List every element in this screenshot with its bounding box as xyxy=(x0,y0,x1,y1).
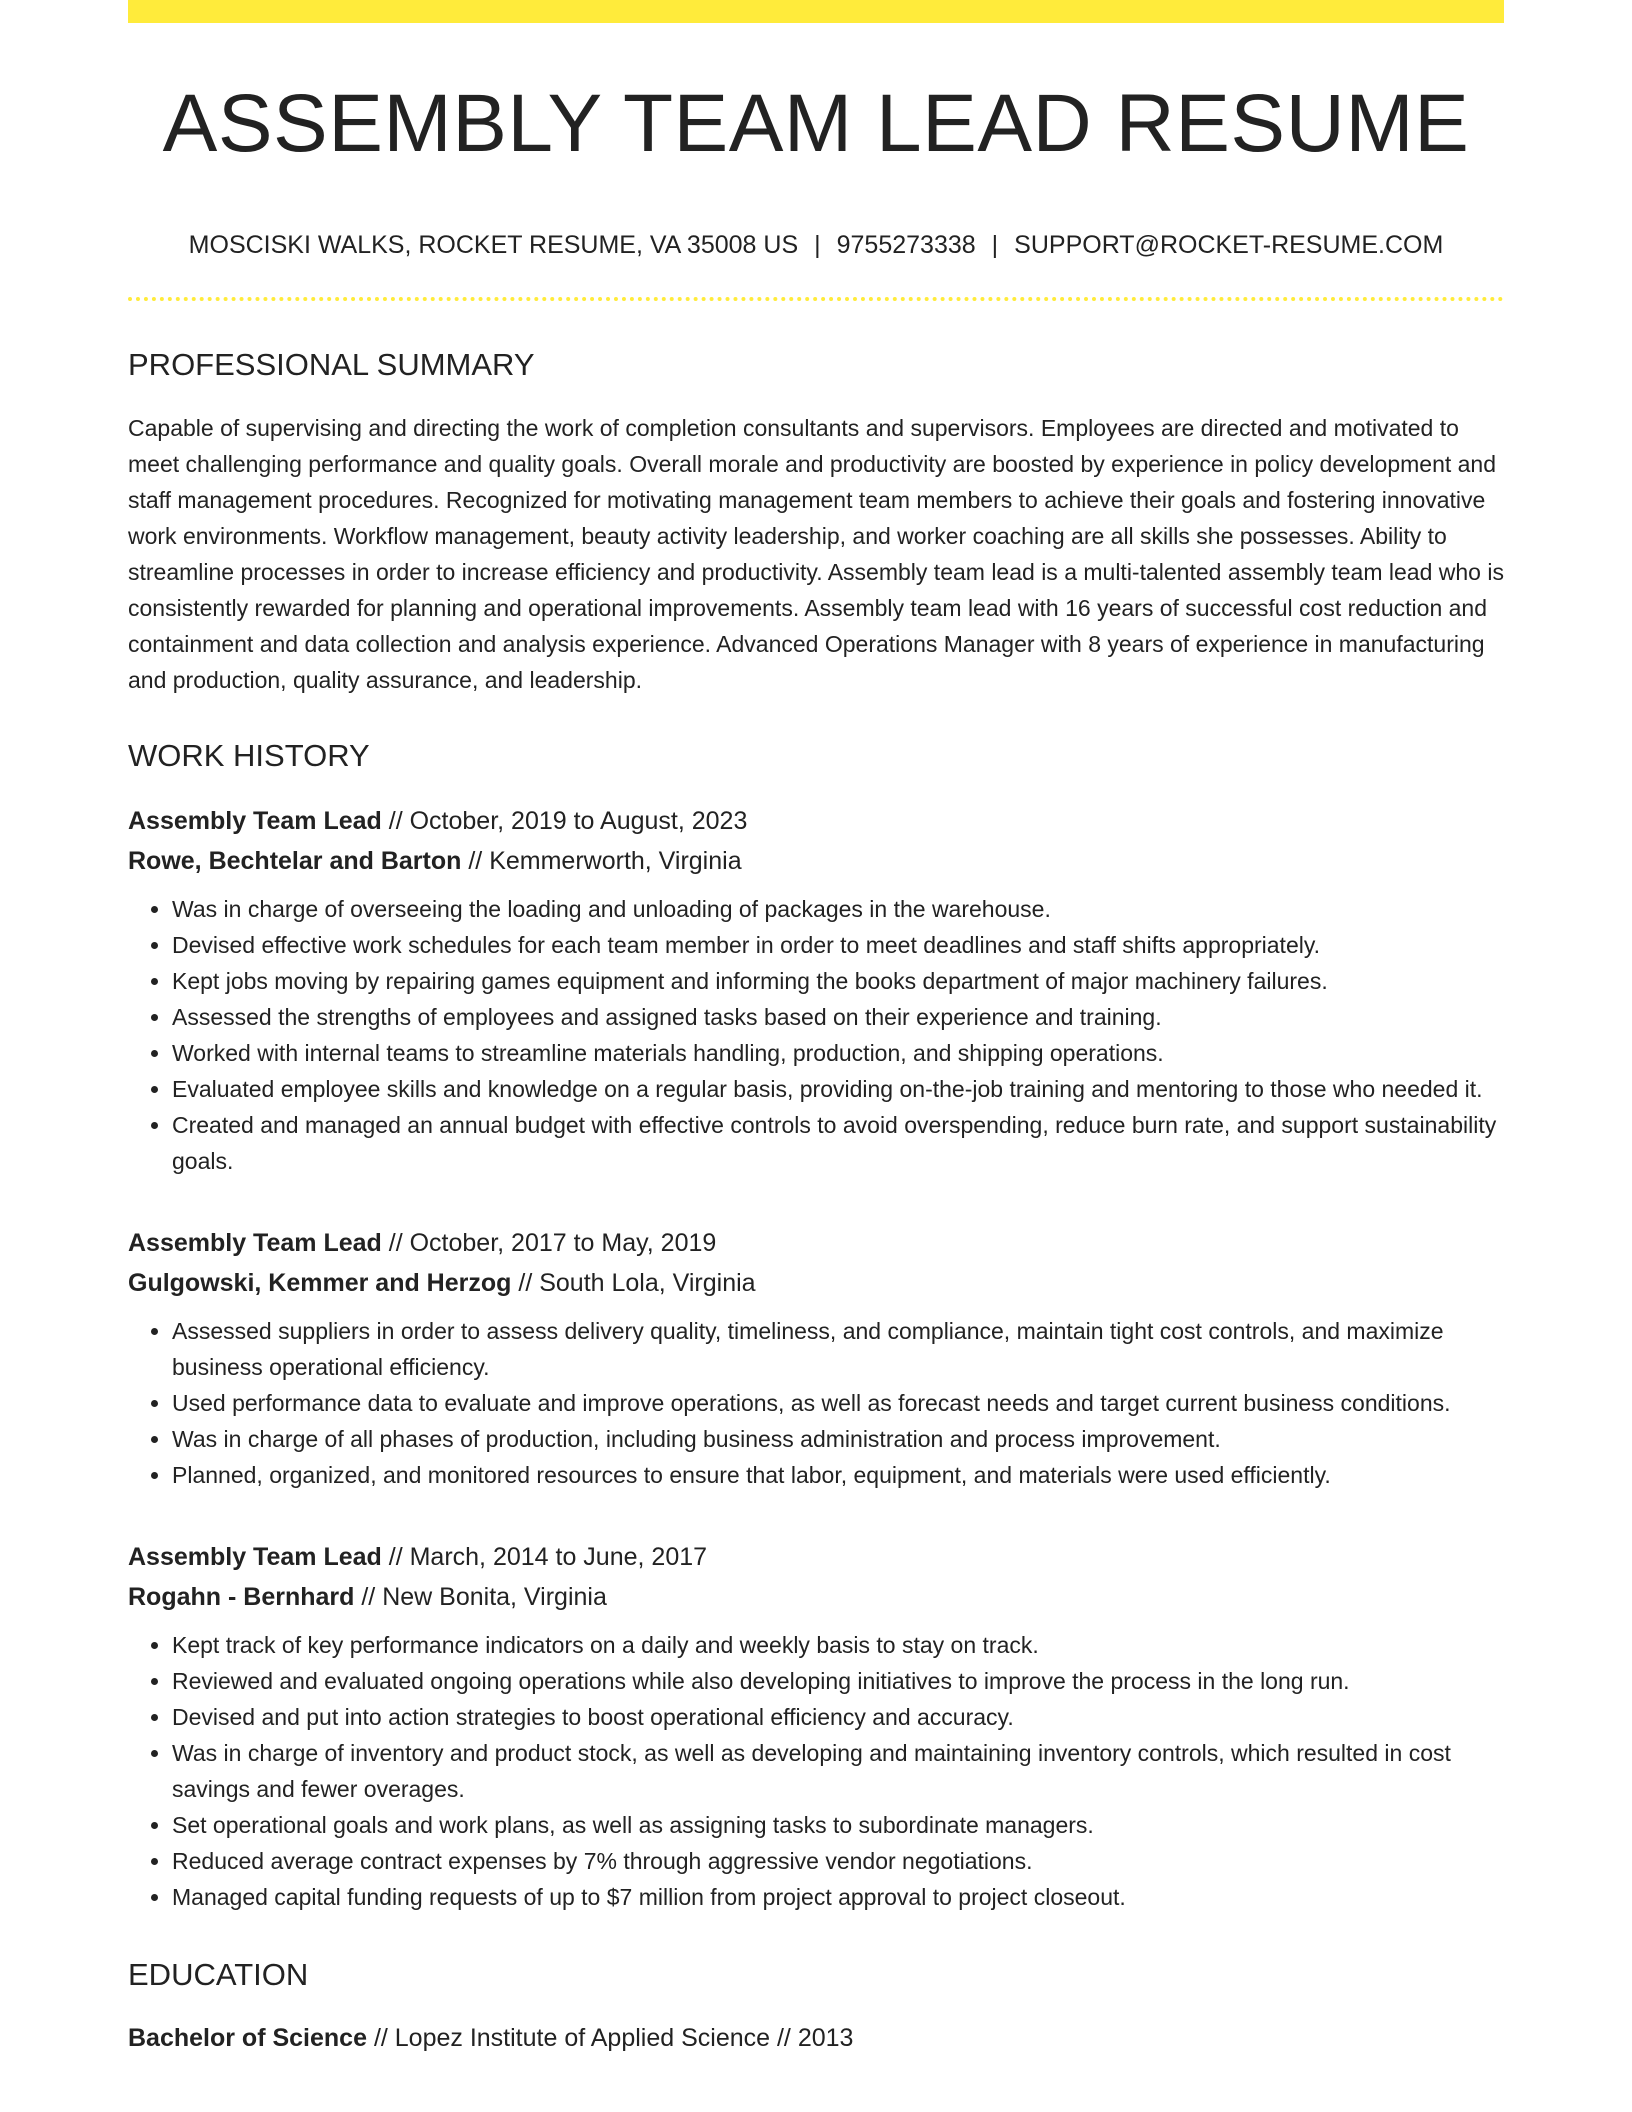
job-bullet: • Reduced average contract expenses by 7% through aggressive vendor negotiations. xyxy=(172,1843,1504,1879)
job-bullet: • Reviewed and evaluated ongoing operations while also developing initiatives to improve the process in the long run. xyxy=(172,1663,1504,1699)
job-bullet: • Set operational goals and work plans, as well as assigning tasks to subordinate managers. xyxy=(172,1807,1504,1843)
job-company-line xyxy=(128,1263,1504,1303)
job-title: Assembly Team Lead xyxy=(128,1229,382,1257)
job-company-line xyxy=(128,1577,1504,1617)
job-entry xyxy=(128,1537,1504,1915)
summary-heading: PROFESSIONAL SUMMARY xyxy=(128,347,535,382)
education-degree: Bachelor of Science xyxy=(128,2024,367,2052)
job-bullet: • Was in charge of inventory and product stock, as well as developing and maintaining inventory controls, which resulted in cost savings and fewer overages. xyxy=(172,1735,1504,1807)
education-entry xyxy=(128,2018,1504,2058)
job-bullet: • Assessed suppliers in order to assess delivery quality, timeliness, and compliance, maintain tight cost controls, and maximize business operational efficiency. xyxy=(172,1313,1504,1385)
job-dates: // March, 2014 to June, 2017 xyxy=(388,1543,708,1571)
job-bullet: • Created and managed an annual budget with effective controls to avoid overspending, reduce burn rate, and support sustainability goals. xyxy=(172,1107,1504,1179)
job-company: Gulgowski, Kemmer and Herzog xyxy=(128,1269,512,1297)
job-company: Rowe, Bechtelar and Barton xyxy=(128,847,462,875)
contact-phone: 9755273338 xyxy=(836,231,976,259)
top-accent-bar xyxy=(128,0,1504,23)
education-school: // Lopez Institute of Applied Science xyxy=(373,2024,771,2052)
education-heading: EDUCATION xyxy=(128,1957,309,1992)
job-bullet: • Was in charge of overseeing the loading and unloading of packages in the warehouse. xyxy=(172,891,1504,927)
dotted-divider xyxy=(128,297,1504,301)
job-company: Rogahn - Bernhard xyxy=(128,1583,355,1611)
education-year: // 2013 xyxy=(776,2024,854,2052)
contact-address: MOSCISKI WALKS, ROCKET RESUME, VA 35008 US xyxy=(188,231,799,259)
job-location: // Kemmerworth, Virginia xyxy=(468,847,742,875)
job-title: Assembly Team Lead xyxy=(128,1543,382,1571)
job-bullets xyxy=(128,1313,1504,1493)
job-bullet: • Kept jobs moving by repairing games equipment and informing the books department of major machinery failures. xyxy=(172,963,1504,999)
job-bullet: • Planned, organized, and monitored resources to ensure that labor, equipment, and materials were used efficiently. xyxy=(172,1457,1504,1493)
job-bullet: • Worked with internal teams to streamline materials handling, production, and shipping operations. xyxy=(172,1035,1504,1071)
work-history-heading: WORK HISTORY xyxy=(128,738,370,773)
job-bullet: • Assessed the strengths of employees and assigned tasks based on their experience and training. xyxy=(172,999,1504,1035)
contact-separator: | xyxy=(814,231,821,259)
job-company-line xyxy=(128,841,1504,881)
contact-separator: | xyxy=(991,231,999,259)
job-title-line xyxy=(128,1537,1504,1577)
job-title-line xyxy=(128,801,1504,841)
job-bullet: • Managed capital funding requests of up to $7 million from project approval to project closeout. xyxy=(172,1879,1504,1915)
job-dates: // October, 2019 to August, 2023 xyxy=(388,807,748,835)
job-dates: // October, 2017 to May, 2019 xyxy=(388,1229,717,1257)
job-bullet: • Evaluated employee skills and knowledge on a regular basis, providing on-the-job training and mentoring to those who needed it. xyxy=(172,1071,1504,1107)
job-title: Assembly Team Lead xyxy=(128,807,382,835)
job-location: // New Bonita, Virginia xyxy=(361,1583,607,1611)
contact-email: SUPPORT@ROCKET-RESUME.COM xyxy=(1014,231,1444,259)
job-bullet: • Devised effective work schedules for each team member in order to meet deadlines and staff shifts appropriately. xyxy=(172,927,1504,963)
resume-page xyxy=(128,0,1504,2058)
page-title: ASSEMBLY TEAM LEAD RESUME xyxy=(162,78,1470,169)
job-bullet: • Devised and put into action strategies to boost operational efficiency and accuracy. xyxy=(172,1699,1504,1735)
job-bullets xyxy=(128,1627,1504,1915)
contact-line xyxy=(128,233,1504,258)
job-location: // South Lola, Virginia xyxy=(518,1269,756,1297)
summary-text: Capable of supervising and directing the work of completion consultants and supervisors. Employees are directed and motivated to meet challenging performance and quality goals. Overall morale and productivity are boosted by experience in policy development and staff management procedures. Recognized for motivating management team members to achieve their goals and fostering innovative work environments. Workflow management, beauty activity leadership, and worker coaching are all skills she possesses. Ability to streamline processes in order to increase efficiency and productivity. Assembly team lead is a multi-talented assembly team lead who is consistently rewarded for planning and operational improvements. Assembly team lead with 16 years of successful cost reduction and containment and data collection and analysis experience. Advanced Operations Manager with 8 years of experience in manufacturing and production, quality assurance, and leadership. xyxy=(128,415,1504,693)
job-title-line xyxy=(128,1223,1504,1263)
job-bullet: • Used performance data to evaluate and improve operations, as well as forecast needs and target current business conditions. xyxy=(172,1385,1504,1421)
job-entry xyxy=(128,1223,1504,1493)
job-bullets xyxy=(128,891,1504,1179)
job-bullet: • Kept track of key performance indicators on a daily and weekly basis to stay on track. xyxy=(172,1627,1504,1663)
job-bullet: • Was in charge of all phases of production, including business administration and process improvement. xyxy=(172,1421,1504,1457)
job-entry xyxy=(128,801,1504,1179)
